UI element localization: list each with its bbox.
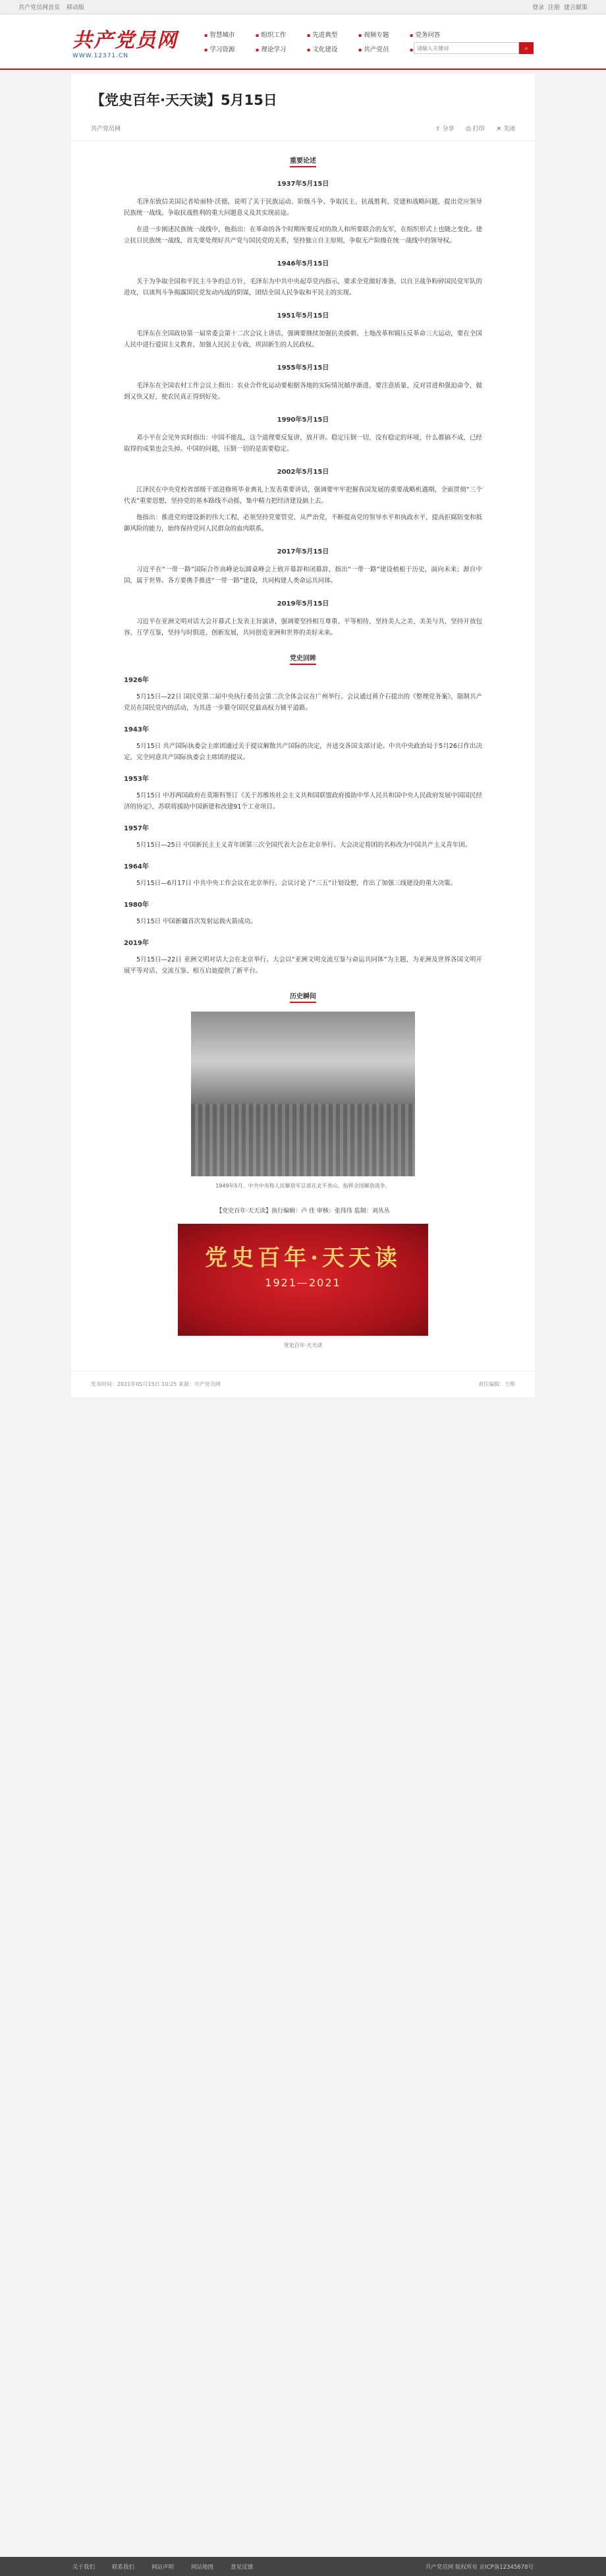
nav-item[interactable]: ▪ 共产党员 <box>358 43 406 55</box>
nav-item[interactable]: ▪ 文化建设 <box>307 43 354 55</box>
nav-item[interactable]: ▪ 组织工作 <box>256 28 303 40</box>
paragraph: 邓小平在会见外宾时指出：中国不能乱，这个道理要反复讲，放开讲。稳定压倒一切，没有稳定的环境，什么都搞不成，已经取得的成果也会失掉。中国的问题，压倒一切的是需要稳定。 <box>124 434 482 453</box>
section-title-text: 党史回眸 <box>290 655 316 665</box>
review-list <box>124 675 482 977</box>
site-logo[interactable] <box>72 24 178 59</box>
search-input[interactable] <box>414 42 519 54</box>
historic-photo <box>191 1012 415 1176</box>
site-footer <box>0 2557 606 2576</box>
share-label: 分享 <box>442 126 454 132</box>
paragraph: 关于为争取全国和平民主斗争的总方针，毛泽东为中共中央起草党内指示，要求全党做好准备，以自卫战争粉碎国民党军队的进攻，以谈判斗争揭露国民党发动内战的阴谋，团结全国人民争取和平民主的实现。 <box>124 278 482 297</box>
page-title: 【党史百年·天天读】5月15日 <box>91 92 277 108</box>
review-year: 1926年 <box>124 677 149 684</box>
footer-link[interactable]: 网站声明 <box>152 2563 175 2571</box>
section-title <box>124 653 482 664</box>
search-button[interactable] <box>519 42 534 54</box>
footer-link[interactable]: 意见反馈 <box>231 2563 254 2571</box>
banner-years: 1921—2021 <box>265 1276 341 1289</box>
paragraph: 5月15日 中苏两国政府在莫斯科签订《关于苏维埃社会主义共和国联盟政府援助中华人民共和国中央人民政府发展中国国民经济的协定》，苏联将援助中国新建和改建91个工业项目。 <box>124 792 482 811</box>
topbar-home-link[interactable]: 共产党员网首页 <box>18 5 61 11</box>
close-button[interactable]: ✕ 关闭 <box>496 126 515 132</box>
review-year: 1943年 <box>124 726 149 733</box>
print-button[interactable]: ⎙ 打印 <box>466 126 485 132</box>
nav-item[interactable]: ▪ 理论学习 <box>256 43 303 55</box>
article-source: 共产党员网 <box>91 126 121 132</box>
paragraph: 毛泽东致信美国记者哈丽特·沃德，说明了关于民族运动、阶级斗争、争取民主、抗战胜利、党建和战略问题，提出党应领导民族统一战线、争取抗战胜利的重大问题意义及其实现前途。 <box>124 198 482 217</box>
review-year: 1957年 <box>124 825 149 832</box>
paragraph: 5月15日—25日 中国新民主主义青年团第三次全国代表大会在北京举行。大会决定将团的名称改为中国共产主义青年团。 <box>136 842 472 849</box>
paragraph: 毛泽东在全国农村工作会议上指出：农业合作化运动要根据各地的实际情况循序渐进，要注意质量，反对冒进和强迫命令，做到又快又好，使农民真正得到好处。 <box>124 382 482 401</box>
paragraph: 毛泽东在全国政协第一届常委会第十二次会议上讲话，强调要继续加强抗美援朝、土地改革和镇压反革命三大运动，要在全国人民中进行爱国主义教育，加强人民民主专政，巩固新生的人民政权。 <box>124 330 482 349</box>
paragraph: 在进一步阐述民族统一战线中，他指出：在革命的各个时期所要反对的敌人和所要联合的友军，在组织形式上也随之变化。建立抗日民族统一战线，首先要处理好共产党与国民党的关系，坚持独立自主原则，争取无产阶级在统一战线中的领导权。 <box>124 226 482 244</box>
paragraph: 5月15日 共产国际执委会主席团通过关于提议解散共产国际的决定，并送交各国支部讨论。中共中央政治局于5月26日作出决定，完全同意共产国际执委会主席团的提议。 <box>124 743 482 761</box>
nav-item[interactable]: ▪ 党务问答 <box>410 28 457 40</box>
paragraph: 5月15日—6月17日 中共中央工作会议在北京举行。会议讨论了“三五”计划设想，作出了加强三线建设的重大决策。 <box>136 880 457 887</box>
review-year: 1980年 <box>124 902 149 909</box>
year-heading: 1946年5月15日 <box>277 260 329 268</box>
editor-signature: 【党史百年·天天读】执行编辑：卢 佳 审核：张伟伟 监制：刘丛丛 <box>216 1208 390 1215</box>
year-heading: 2002年5月15日 <box>277 469 329 476</box>
share-button[interactable]: ⇪ 分享 <box>435 126 454 132</box>
section-title <box>124 156 482 167</box>
paragraph: 5月15日 中国新疆首次发射运载火箭成功。 <box>136 918 257 925</box>
review-year: 1953年 <box>124 776 149 783</box>
year-heading: 2017年5月15日 <box>277 548 329 556</box>
register-link[interactable]: 注册 <box>547 5 560 11</box>
article-meta <box>71 116 535 141</box>
close-label: 关闭 <box>503 126 515 132</box>
nav-item[interactable]: ▪ 学习资源 <box>204 43 252 55</box>
section-title-text: 重要论述 <box>290 157 316 167</box>
editor-info: 责任编辑：王维 <box>478 1381 515 1387</box>
logo-text: 共产党员网 <box>72 29 178 52</box>
site-header <box>0 14 606 70</box>
paragraph: 江泽民在中央党校省部级干部进修班毕业典礼上发表重要讲话，强调要牢牢把握我国发展的重要战略机遇期，全面贯彻“三个代表”重要思想，坚持党的基本路线不动摇，集中精力把经济建设搞上去。 <box>124 486 482 505</box>
year-heading: 1955年5月15日 <box>277 364 329 372</box>
paragraph: 5月15日—22日 国民党第二届中央执行委员会第二次全体会议在广州举行。会议通过蒋介石提出的《整理党务案》，限制共产党员在国民党内的活动，为其进一步篡夺国民党最高权力铺平道路。 <box>124 693 482 712</box>
banner-caption: 党史百年·天天读 <box>283 1342 323 1348</box>
important-list <box>124 179 482 639</box>
year-heading: 1937年5月15日 <box>277 181 329 188</box>
section-title-text: 历史瞬间 <box>290 993 316 1003</box>
login-link[interactable]: 登录 <box>532 5 544 11</box>
nav-item[interactable]: ▪ 智慧城市 <box>204 28 252 40</box>
search-icon: ⌕ <box>524 44 528 51</box>
print-label: 打印 <box>472 126 485 132</box>
article-footer <box>71 1371 535 1397</box>
series-banner <box>178 1224 428 1336</box>
copyright: 共产党员网 版权所有 京ICP备12345678号 <box>425 2563 534 2571</box>
suggestion-link[interactable]: 建言献策 <box>563 5 588 11</box>
paragraph: 5月15日—22日 亚洲文明对话大会在北京举行。大会以“亚洲文明交流互鉴与命运共同体”为主题，为亚洲及世界各国文明开展平等对话、交流互鉴、相互启迪提供了新平台。 <box>124 956 482 975</box>
year-heading: 1951年5月15日 <box>277 312 329 320</box>
footer-link[interactable]: 关于我们 <box>72 2563 96 2571</box>
publish-info: 发布时间：2021年05月15日 10:25 来源：共产党员网 <box>91 1381 221 1387</box>
footer-link[interactable]: 联系我们 <box>112 2563 135 2571</box>
review-year: 2019年 <box>124 940 149 947</box>
section-title <box>124 991 482 1002</box>
article-body <box>71 156 535 1351</box>
search-box <box>414 42 534 54</box>
topbar-mobile-link[interactable]: 移动版 <box>67 5 85 11</box>
paragraph: 他指出：推进党的建设新的伟大工程，必须坚持党要管党、从严治党，不断提高党的领导水平和执政水平，提高拒腐防变和抵御风险的能力，始终保持党同人民群众的血肉联系。 <box>124 514 482 532</box>
logo-url: WWW.12371.CN <box>72 53 129 59</box>
year-heading: 1990年5月15日 <box>277 416 329 424</box>
photo-caption: 1949年5月，中共中央和人民解放军总部在北平香山，指挥全国解放战争。 <box>215 1183 391 1189</box>
paragraph: 习近平在“一带一路”国际合作高峰论坛圆桌峰会上致开幕辞和闭幕辞，指出“一带一路”建设植根于历史，面向未来；源自中国，属于世界。各方要携手推进“一带一路”建设，共同构建人类命运共同体。 <box>124 566 482 585</box>
paragraph: 习近平在亚洲文明对话大会开幕式上发表主旨演讲，强调要坚持相互尊重、平等相待，坚持美人之美、美美与共，坚持开放包容、互学互鉴，坚持与时俱进、创新发展，共同创造亚洲和世界的美好未来。 <box>124 618 482 637</box>
year-heading: 2019年5月15日 <box>277 600 329 608</box>
top-bar <box>0 0 606 14</box>
footer-link[interactable]: 网站地图 <box>191 2563 214 2571</box>
review-year: 1964年 <box>124 863 149 871</box>
nav-item[interactable]: ▪ 先进典型 <box>307 28 354 40</box>
nav-item[interactable]: ▪ 视频专题 <box>358 28 406 40</box>
article-container <box>71 74 535 1397</box>
banner-title: 党史百年·天天读 <box>205 1245 401 1271</box>
